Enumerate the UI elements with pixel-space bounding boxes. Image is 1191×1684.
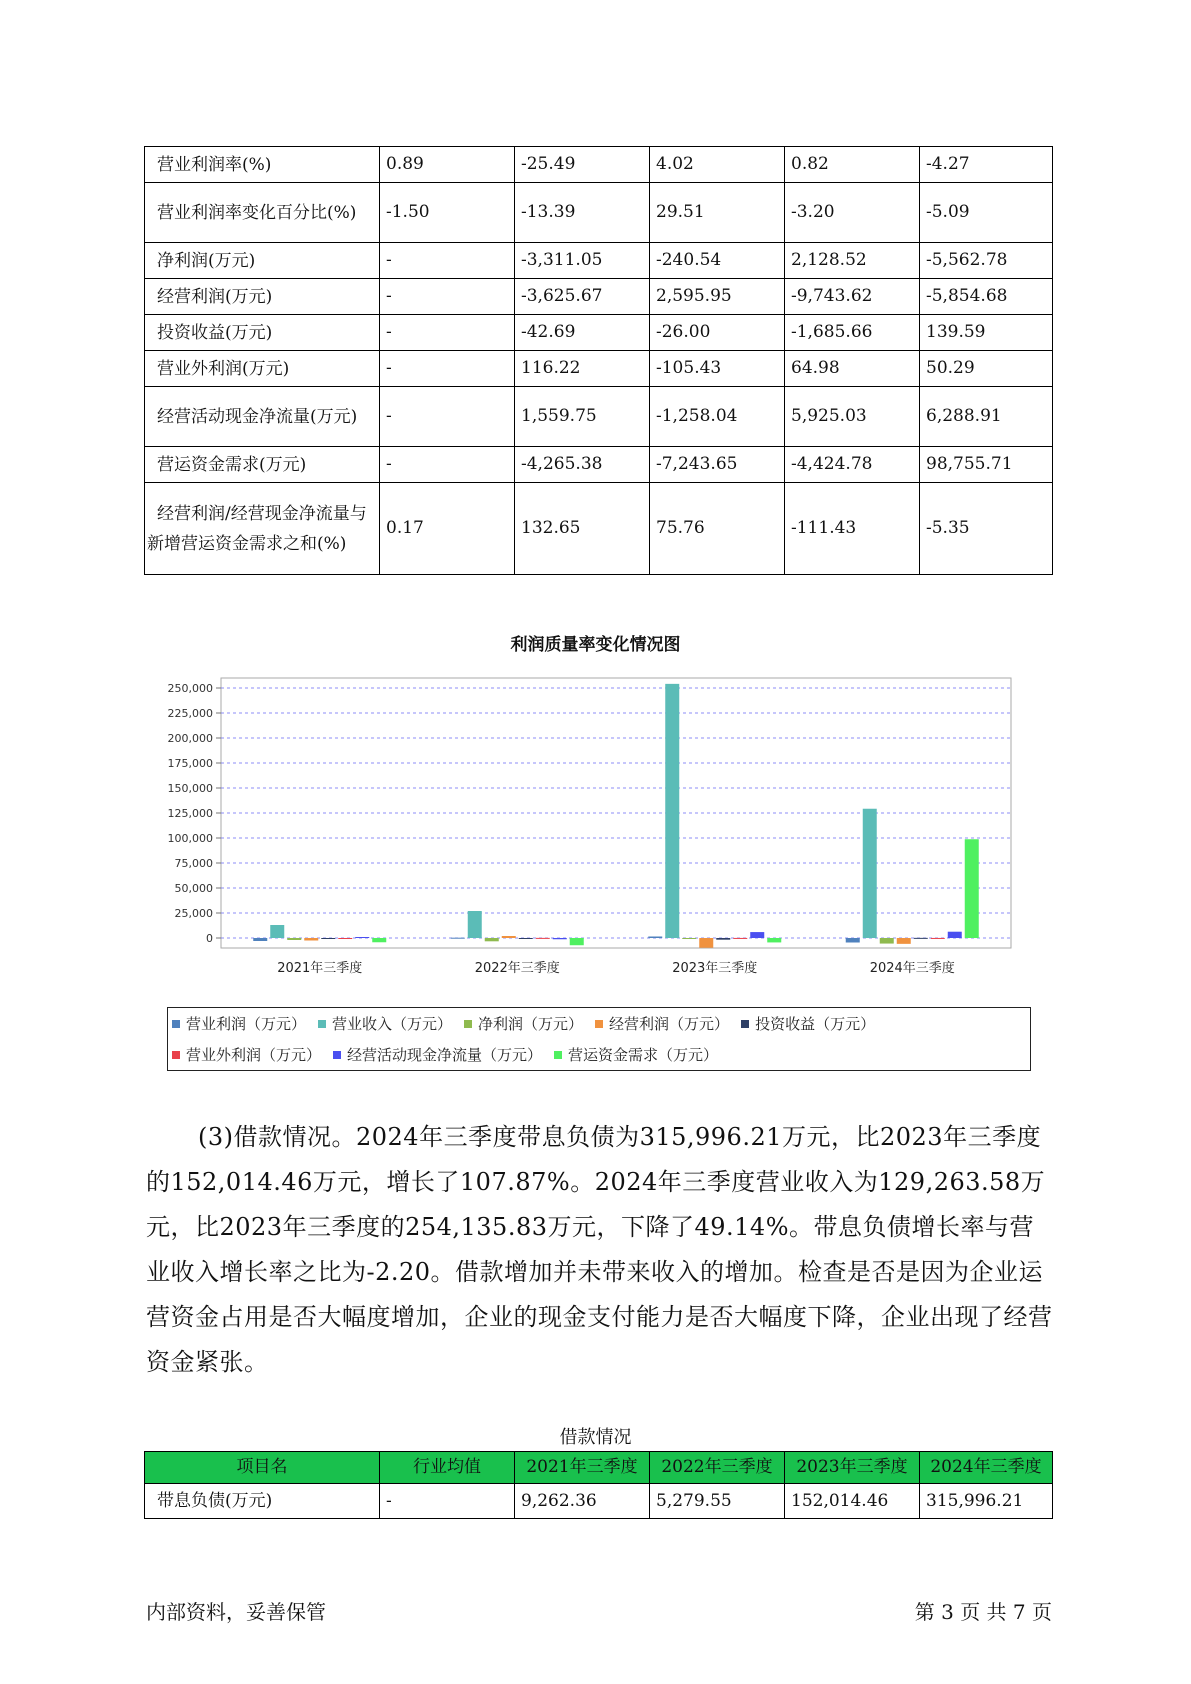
- cell: 9,262.36: [515, 1484, 650, 1519]
- y-tick-label: 25,000: [174, 907, 213, 920]
- column-header: 2021年三季度: [515, 1452, 650, 1484]
- bar: [304, 938, 318, 941]
- table-row: [145, 315, 1053, 351]
- cell: -111.43: [785, 483, 920, 575]
- bar: [485, 938, 499, 941]
- cell: -: [380, 315, 515, 351]
- legend-swatch: [318, 1020, 326, 1028]
- cell: -: [380, 351, 515, 387]
- legend-item: [595, 1013, 729, 1034]
- cell: -: [380, 1484, 515, 1519]
- legend-label: 营业收入（万元）: [332, 1015, 453, 1033]
- column-header: 项目名: [145, 1452, 380, 1484]
- cell: 152,014.46: [785, 1484, 920, 1519]
- cell: -3,625.67: [515, 279, 650, 315]
- bar: [846, 938, 860, 943]
- y-tick-label: 50,000: [174, 882, 213, 895]
- x-tick-label: 2024年三季度: [869, 961, 955, 976]
- bar: [451, 938, 465, 939]
- footer-page-number: 第 3 页 共 7 页: [914, 1600, 1052, 1624]
- y-tick-label: 150,000: [167, 782, 213, 795]
- column-header: 2024年三季度: [920, 1452, 1053, 1484]
- table-caption: 借款情况: [559, 1427, 632, 1448]
- legend-swatch: [172, 1020, 180, 1028]
- cell: 5,925.03: [785, 387, 920, 447]
- bar: [948, 932, 962, 938]
- bar: [502, 936, 516, 938]
- legend-swatch: [464, 1020, 472, 1028]
- borrowing-paragraph: [146, 1115, 1058, 1385]
- bar: [733, 938, 747, 939]
- cell: -42.69: [515, 315, 650, 351]
- legend-row: [172, 1013, 875, 1034]
- cell: 4.02: [650, 147, 785, 183]
- bar: [519, 938, 533, 939]
- x-tick-label: 2022年三季度: [474, 961, 560, 976]
- cell: 6,288.91: [920, 387, 1053, 447]
- x-tick-label: 2021年三季度: [277, 961, 363, 976]
- cell: -5,562.78: [920, 243, 1053, 279]
- legend-swatch: [554, 1051, 562, 1059]
- bar: [468, 911, 482, 938]
- bar: [914, 938, 928, 939]
- cell: -4.27: [920, 147, 1053, 183]
- cell: 132.65: [515, 483, 650, 575]
- legend-item: [172, 1013, 306, 1034]
- row-label: 营业外利润(万元): [145, 351, 380, 387]
- legend-row: [172, 1044, 718, 1065]
- legend-swatch: [595, 1020, 603, 1028]
- cell: -4,424.78: [785, 447, 920, 483]
- table-row: [145, 243, 1053, 279]
- column-header: 2022年三季度: [650, 1452, 785, 1484]
- cell: -26.00: [650, 315, 785, 351]
- cell: 0.89: [380, 147, 515, 183]
- legend-item: [172, 1044, 321, 1065]
- cell: -1,258.04: [650, 387, 785, 447]
- legend-item: [554, 1044, 718, 1065]
- profit-quality-bar-chart: [148, 668, 1028, 998]
- cell: -5,854.68: [920, 279, 1053, 315]
- cell: -240.54: [650, 243, 785, 279]
- cell: 2,595.95: [650, 279, 785, 315]
- cell: 0.17: [380, 483, 515, 575]
- plot-area: [221, 678, 1011, 948]
- bar: [716, 938, 730, 940]
- y-tick-label: 125,000: [167, 807, 213, 820]
- cell: -3,311.05: [515, 243, 650, 279]
- cell: 1,559.75: [515, 387, 650, 447]
- y-tick-label: 100,000: [167, 832, 213, 845]
- column-header: 行业均值: [380, 1452, 515, 1484]
- bar: [570, 938, 584, 945]
- financial-indicators-table: [144, 146, 1053, 575]
- row-label: 带息负债(万元): [145, 1484, 380, 1519]
- footer-confidential-note: 内部资料，妥善保管: [146, 1600, 326, 1624]
- y-tick-label: 225,000: [167, 707, 213, 720]
- row-label: 经营利润(万元): [145, 279, 380, 315]
- cell: 64.98: [785, 351, 920, 387]
- cell: -: [380, 387, 515, 447]
- chart-legend: [167, 1007, 1031, 1071]
- bar: [270, 925, 284, 938]
- x-tick-label: 2023年三季度: [672, 961, 758, 976]
- bar: [338, 938, 352, 939]
- cell: -5.09: [920, 183, 1053, 243]
- cell: -: [380, 447, 515, 483]
- table-row: [145, 483, 1053, 575]
- borrowing-table: [144, 1451, 1053, 1519]
- y-tick-label: 200,000: [167, 732, 213, 745]
- cell: -13.39: [515, 183, 650, 243]
- cell: 315,996.21: [920, 1484, 1053, 1519]
- legend-label: 投资收益（万元）: [755, 1015, 876, 1033]
- cell: 75.76: [650, 483, 785, 575]
- bar: [880, 938, 894, 944]
- row-label: 经营利润/经营现金净流量与新增营运资金需求之和(%): [145, 483, 380, 575]
- bar: [863, 809, 877, 938]
- cell: -1.50: [380, 183, 515, 243]
- legend-label: 经营活动现金净流量（万元）: [347, 1046, 543, 1064]
- legend-label: 营业利润（万元）: [186, 1015, 307, 1033]
- cell: -4,265.38: [515, 447, 650, 483]
- row-label: 投资收益(万元): [145, 315, 380, 351]
- cell: 139.59: [920, 315, 1053, 351]
- row-label: 经营活动现金净流量(万元): [145, 387, 380, 447]
- cell: 5,279.55: [650, 1484, 785, 1519]
- table-row: [145, 279, 1053, 315]
- table-row: [145, 1484, 1053, 1519]
- table-row: [145, 387, 1053, 447]
- cell: -7,243.65: [650, 447, 785, 483]
- legend-label: 经营利润（万元）: [609, 1015, 730, 1033]
- legend-swatch: [333, 1051, 341, 1059]
- cell: 98,755.71: [920, 447, 1053, 483]
- y-tick-label: 175,000: [167, 757, 213, 770]
- y-tick-label: 250,000: [167, 682, 213, 695]
- y-tick-label: 75,000: [174, 857, 213, 870]
- bar: [699, 938, 713, 948]
- bar: [536, 938, 550, 939]
- table-row: [145, 447, 1053, 483]
- bar: [767, 938, 781, 942]
- bar: [287, 938, 301, 940]
- legend-item: [333, 1044, 542, 1065]
- y-tick-label: 0: [206, 932, 213, 945]
- bar: [553, 938, 567, 939]
- cell: -: [380, 243, 515, 279]
- table-header-row: [145, 1452, 1053, 1484]
- legend-item: [464, 1013, 583, 1034]
- table-row: [145, 183, 1053, 243]
- cell: 50.29: [920, 351, 1053, 387]
- bar: [253, 938, 267, 941]
- bar: [355, 937, 369, 938]
- row-label: 营业利润率(%): [145, 147, 380, 183]
- table-row: [145, 351, 1053, 387]
- cell: -105.43: [650, 351, 785, 387]
- bar: [321, 938, 335, 939]
- legend-swatch: [172, 1051, 180, 1059]
- legend-item: [741, 1013, 875, 1034]
- cell: -1,685.66: [785, 315, 920, 351]
- chart-title: 利润质量率变化情况图: [510, 635, 681, 655]
- legend-swatch: [741, 1020, 749, 1028]
- cell: 0.82: [785, 147, 920, 183]
- row-label: 营运资金需求(万元): [145, 447, 380, 483]
- legend-label: 营业外利润（万元）: [186, 1046, 322, 1064]
- cell: -9,743.62: [785, 279, 920, 315]
- paragraph-text: (3)借款情况。2024年三季度带息负债为315,996.21万元，比2023年三季度的152,014.46万元，增长了107.87%。2024年三季度营业收入为129,263.58万元，比2023年三季度的254,135.83万元，下降了49.14%。带息负债增长率与营业收入增长率之比为-2.20。借款增加并未带来收入的增加。检查是否是因为企业运营资金占用是否大幅度增加，企业的现金支付能力是否大幅度下降，企业出现了经营资金紧张。: [146, 1123, 1053, 1376]
- bar: [682, 938, 696, 939]
- table-row: [145, 147, 1053, 183]
- bar: [372, 938, 386, 942]
- bar: [897, 938, 911, 944]
- legend-label: 净利润（万元）: [478, 1015, 584, 1033]
- legend-label: 营运资金需求（万元）: [568, 1046, 719, 1064]
- bar: [965, 839, 979, 938]
- bar: [665, 684, 679, 938]
- bar: [648, 937, 662, 939]
- cell: -3.20: [785, 183, 920, 243]
- bar: [750, 932, 764, 938]
- cell: -25.49: [515, 147, 650, 183]
- cell: -5.35: [920, 483, 1053, 575]
- cell: 29.51: [650, 183, 785, 243]
- bar: [931, 938, 945, 939]
- row-label: 净利润(万元): [145, 243, 380, 279]
- cell: -: [380, 279, 515, 315]
- row-label: 营业利润率变化百分比(%): [145, 183, 380, 243]
- cell: 2,128.52: [785, 243, 920, 279]
- legend-item: [318, 1013, 452, 1034]
- column-header: 2023年三季度: [785, 1452, 920, 1484]
- cell: 116.22: [515, 351, 650, 387]
